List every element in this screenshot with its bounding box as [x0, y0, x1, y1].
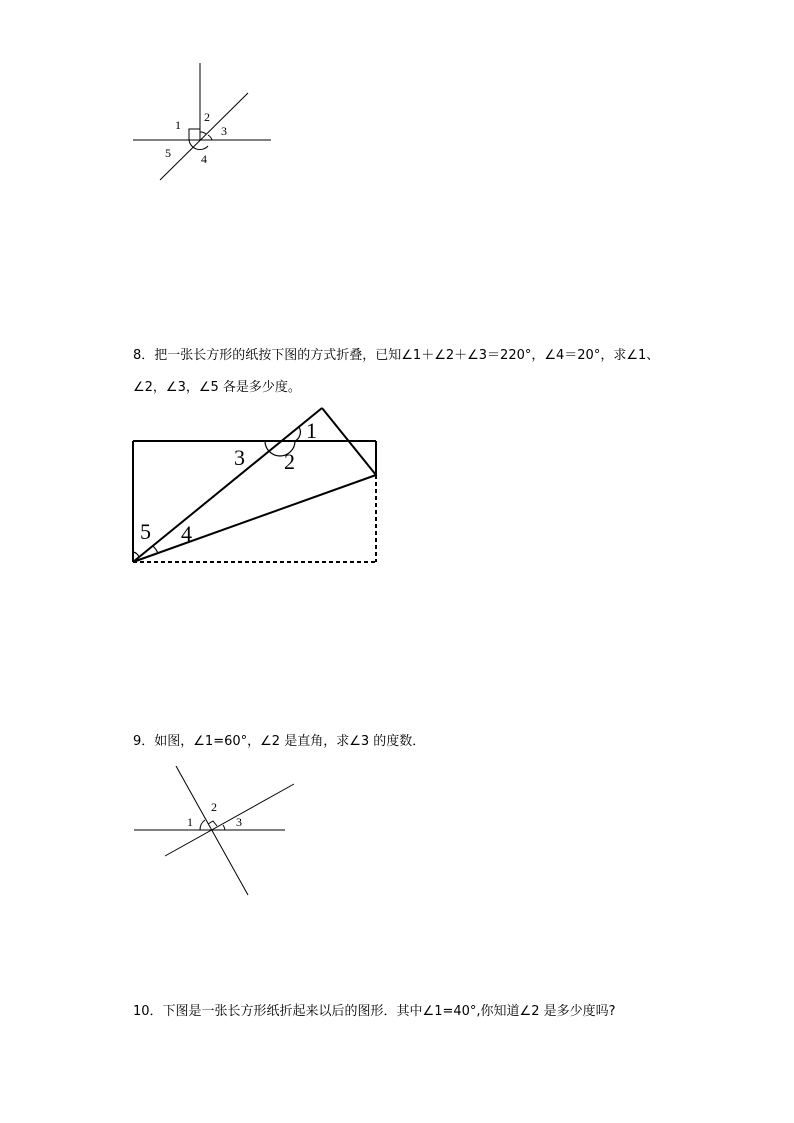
question-10: 10．下图是一张长方形纸折起来以后的图形．其中∠1=40°,你知道∠2 是多少度吗? — [133, 1004, 616, 1019]
question-9: 9．如图，∠1=60°，∠2 是直角，求∠3 的度数． — [133, 734, 426, 749]
angle-label-2: 2 — [204, 110, 210, 124]
angle-label-1: 1 — [175, 118, 181, 132]
angle-label-1: 1 — [306, 418, 317, 443]
angle-label-2: 2 — [211, 800, 217, 814]
angle-label-3: 3 — [234, 445, 245, 470]
angle-label-2: 2 — [284, 449, 295, 474]
angle-arc-1 — [200, 820, 205, 830]
angle-arc-3 — [223, 825, 225, 830]
angle-arc-3 — [208, 135, 212, 140]
angle-arc-4 — [153, 546, 158, 553]
folded-flap-edge — [133, 408, 322, 562]
shallow-line — [165, 784, 294, 856]
angle-label-5: 5 — [140, 519, 151, 544]
figure-angles-q7 — [125, 55, 285, 190]
figure-folded-rectangle-q8 — [125, 400, 390, 575]
angle-arc-2 — [200, 132, 206, 134]
question-8-line-2: ∠2，∠3，∠5 各是多少度。 — [133, 380, 301, 395]
angle-label-5: 5 — [165, 146, 171, 160]
figure-angles-q9 — [125, 755, 305, 905]
angle-label-4: 4 — [181, 521, 192, 546]
angle-label-3: 3 — [221, 124, 227, 138]
right-angle-mark — [189, 129, 200, 140]
angle-label-1: 1 — [187, 815, 193, 829]
fold-line — [133, 475, 376, 562]
question-8-line-1: 8．把一张长方形的纸按下图的方式折叠，已知∠1＋∠2＋∠3＝220°，∠4＝20°，求∠1、 — [133, 348, 660, 363]
angle-label-4: 4 — [201, 152, 207, 166]
diagonal-line — [160, 93, 248, 180]
angle-label-3: 3 — [236, 815, 242, 829]
